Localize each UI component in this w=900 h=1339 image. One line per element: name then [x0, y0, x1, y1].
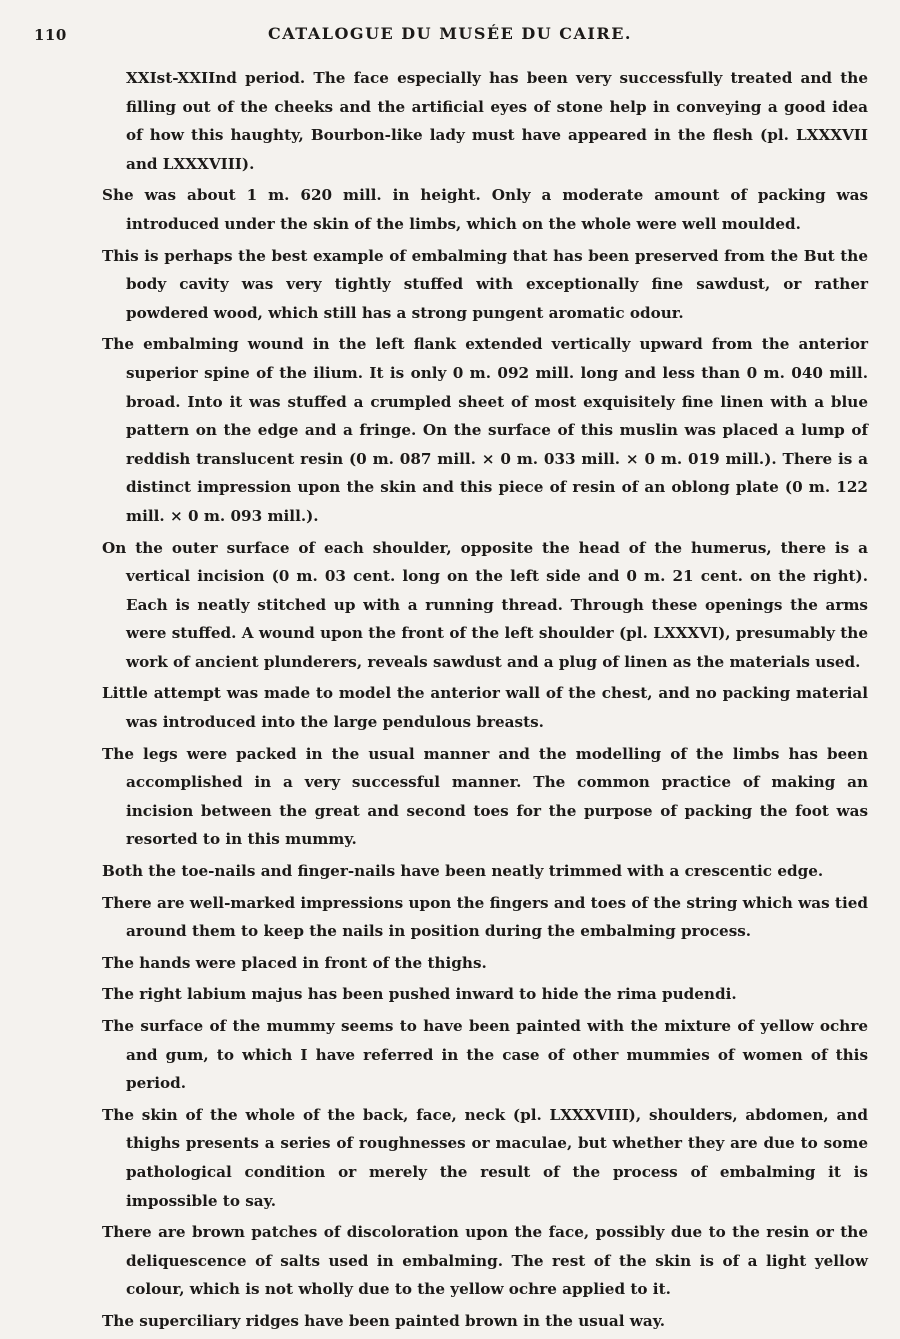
- paragraph: There are brown patches of discoloration upon the face, possibly due to the resin or the deliquescence of salts used in embalming. The rest of the skin is of a light yellow colour, which is not wholly due to the yellow ochre applied to it.: [102, 1223, 868, 1299]
- paragraph: Little attempt was made to model the anterior wall of the chest, and no packing material was introduced into the large pendulous breasts.: [102, 684, 868, 732]
- paragraph: The right labium majus has been pushed inward to hide the rima pudendi.: [102, 985, 737, 1004]
- paragraph: On the outer surface of each shoulder, opposite the head of the humerus, there is a vertical incision (0 m. 03 cent. long on the left side and 0 m. 21 cent. on the right). Each is neatly stitched up with a running thread. Through these openings the arms were stuffed. A wound upon the front of the left shoulder (pl. LXXXVI), presumably the work of ancient plunderers, reveals sawdust and a plug of linen as the materials used.: [102, 538, 868, 671]
- paragraph: The hands were placed in front of the thighs.: [102, 953, 487, 972]
- paragraph: The superciliary ridges have been painted brown in the usual way.: [102, 1311, 666, 1330]
- paragraph: The surface of the mummy seems to have been painted with the mixture of yellow ochre and gum, to which I have referred in the case of other mummies of women of this period.: [102, 1017, 868, 1093]
- paragraph-continued: XXIst-XXIInd period. The face especially has been very successfully treated and the filling out of the cheeks and the artificial eyes of stone help in conveying a good idea of how this haughty, Bourbon-like lady must have appeared in the flesh (pl. LXXXVII and LXXXVIII).: [126, 69, 868, 173]
- page-number: 110: [34, 26, 67, 44]
- paragraph: This is perhaps the best example of embalming that has been preserved from the But the body cavity was very tightly stuffed with exceptionally fine sawdust, or rather powdered wood, which still has a strong pungent aromatic odour.: [102, 246, 868, 322]
- paragraph: She was about 1 m. 620 mill. in height. Only a moderate amount of packing was introduced under the skin of the limbs, which on the whole were well moulded.: [102, 186, 868, 233]
- paragraph: The legs were packed in the usual manner and the modelling of the limbs has been accomplished in a very successful manner. The common practice of making an incision between the great and second toes for the purpose of packing the foot was resorted to in this mummy.: [102, 744, 868, 849]
- running-title: CATALOGUE DU MUSÉE DU CAIRE.: [268, 24, 632, 43]
- paragraph: Both the toe-nails and finger-nails have been neatly trimmed with a crescentic edge.: [102, 862, 824, 881]
- paragraph: There are well-marked impressions upon the fingers and toes of the string which was tied around them to keep the nails in position during the embalming process.: [102, 893, 868, 941]
- paragraph: The embalming wound in the left flank extended vertically upward from the anterior superior spine of the ilium. It is only 0 m. 092 mill. long and less than 0 m. 040 mill. broad. Into it was stuffed a crumpled sheet of most exquisitely fine linen with a blue pattern on the edge and a fringe. On the surface of this muslin was placed a lump of reddish translucent resin (0 m. 087 mill. × 0 m. 033 mill. × 0 m. 019 mill.). There is a distinct impression upon the skin and this piece of resin of an oblong plate (0 m. 122 mill. × 0 m. 093 mill.).: [102, 335, 868, 525]
- body-text: [102, 64, 868, 1339]
- paragraph: The skin of the whole of the back, face, neck (pl. LXXXVIII), shoulders, abdomen, and thighs presents a series of roughnesses or maculae, but whether they are due to some pathological condition or merely the result of the process of embalming it is impossible to say.: [102, 1105, 868, 1210]
